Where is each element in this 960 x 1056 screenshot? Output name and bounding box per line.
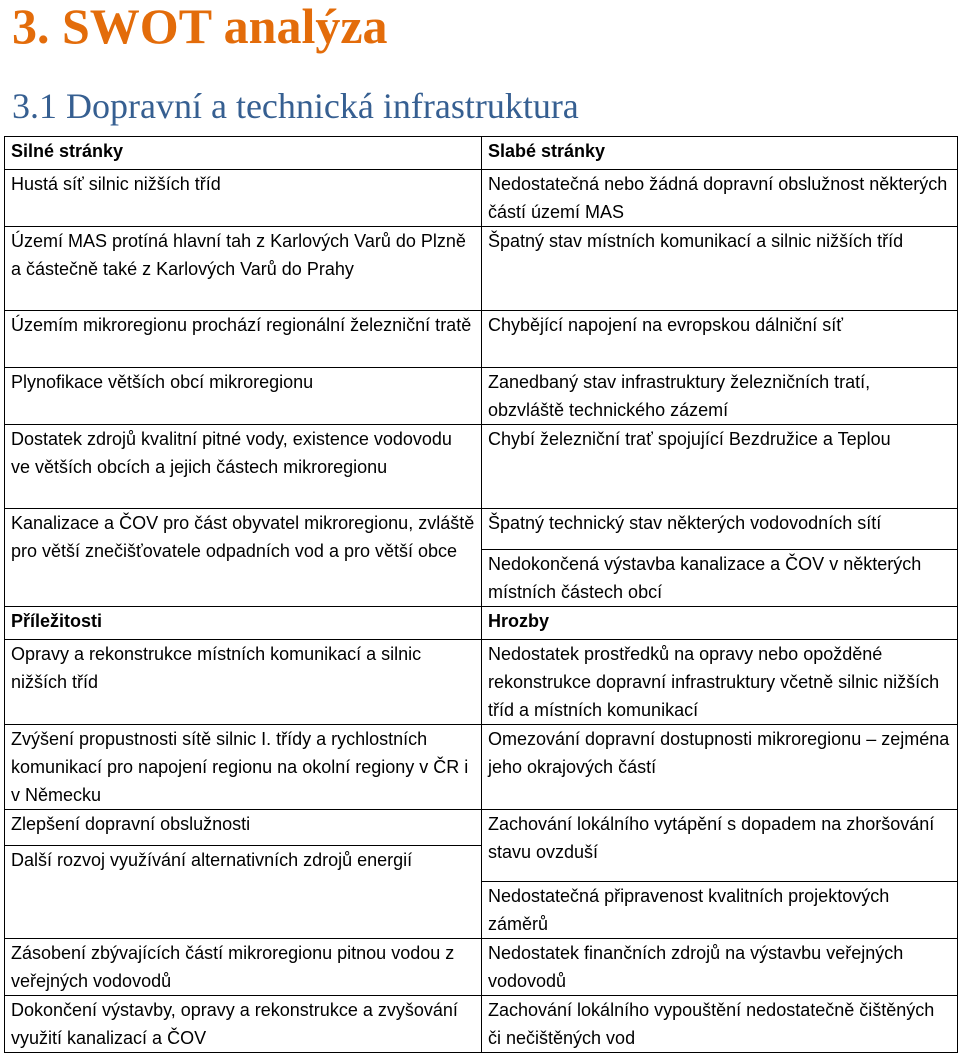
weakness-item: Zanedbaný stav infrastruktury železničních tratí, obzvláště technického zázemí bbox=[482, 368, 958, 425]
strength-item: Území MAS protíná hlavní tah z Karlových Varů do Plzně a částečně také z Karlových Varů do Prahy bbox=[5, 227, 482, 311]
table-row bbox=[5, 425, 958, 509]
strength-item: Dostatek zdrojů kvalitní pitné vody, existence vodovodu ve větších obcích a jejich částech mikroregionu bbox=[5, 425, 482, 509]
page-title: 3. SWOT analýza bbox=[12, 0, 388, 54]
table-row bbox=[5, 509, 958, 550]
opportunity-item: Zásobení zbývajících částí mikroregionu pitnou vodou z veřejných vodovodů bbox=[5, 939, 482, 996]
threat-item: Nedostatek prostředků na opravy nebo opožděné rekonstrukce dopravní infrastruktury včetně silnic nižších tříd a místních komunikací bbox=[482, 640, 958, 725]
threat-item: Nedostatek finančních zdrojů na výstavbu veřejných vodovodů bbox=[482, 939, 958, 996]
opportunity-item: Opravy a rekonstrukce místních komunikací a silnic nižších tříd bbox=[5, 640, 482, 725]
table-row bbox=[5, 170, 958, 227]
table-row bbox=[5, 640, 958, 725]
table-row bbox=[5, 939, 958, 996]
threats-header: Hrozby bbox=[482, 607, 958, 640]
weakness-item: Špatný technický stav některých vodovodních sítí bbox=[482, 509, 958, 550]
table-row bbox=[5, 810, 958, 846]
section-title: 3.1 Dopravní a technická infrastruktura bbox=[12, 86, 579, 126]
strength-item: Hustá síť silnic nižších tříd bbox=[5, 170, 482, 227]
table-row bbox=[5, 137, 958, 170]
table-row bbox=[5, 227, 958, 311]
opportunity-item: Dokončení výstavby, opravy a rekonstrukce a zvyšování využití kanalizací a ČOV bbox=[5, 996, 482, 1053]
weakness-item: Špatný stav místních komunikací a silnic nižších tříd bbox=[482, 227, 958, 311]
table-row bbox=[5, 996, 958, 1053]
weakness-item: Nedokončená výstavba kanalizace a ČOV v některých místních částech obcí bbox=[482, 550, 958, 607]
table-row bbox=[5, 607, 958, 640]
opportunity-item: Zvýšení propustnosti sítě silnic I. třídy a rychlostních komunikací pro napojení regionu na okolní regiony v ČR i v Německu bbox=[5, 725, 482, 810]
table-row bbox=[5, 725, 958, 810]
strength-item: Kanalizace a ČOV pro část obyvatel mikroregionu, zvláště pro větší znečišťovatele odpadních vod a pro větší obce bbox=[5, 509, 482, 607]
opportunity-item: Další rozvoj využívání alternativních zdrojů energií bbox=[5, 846, 482, 939]
weakness-item: Nedostatečná nebo žádná dopravní obslužnost některých částí území MAS bbox=[482, 170, 958, 227]
strength-item: Územím mikroregionu prochází regionální železniční tratě bbox=[5, 311, 482, 368]
table-row bbox=[5, 311, 958, 368]
threat-item: Nedostatečná připravenost kvalitních projektových záměrů bbox=[482, 882, 958, 939]
threat-item: Zachování lokálního vypouštění nedostatečně čištěných či nečištěných vod bbox=[482, 996, 958, 1053]
opportunity-item: Zlepšení dopravní obslužnosti bbox=[5, 810, 482, 846]
weakness-item: Chybí železniční trať spojující Bezdružice a Teplou bbox=[482, 425, 958, 509]
strengths-header: Silné stránky bbox=[5, 137, 482, 170]
threat-item: Omezování dopravní dostupnosti mikroregionu – zejména jeho okrajových částí bbox=[482, 725, 958, 810]
table-row bbox=[5, 368, 958, 425]
weaknesses-header: Slabé stránky bbox=[482, 137, 958, 170]
weakness-item: Chybějící napojení na evropskou dálniční síť bbox=[482, 311, 958, 368]
strength-item: Plynofikace větších obcí mikroregionu bbox=[5, 368, 482, 425]
threat-item: Zachování lokálního vytápění s dopadem na zhoršování stavu ovzduší bbox=[482, 810, 958, 882]
swot-table bbox=[4, 136, 958, 1053]
opportunities-header: Příležitosti bbox=[5, 607, 482, 640]
